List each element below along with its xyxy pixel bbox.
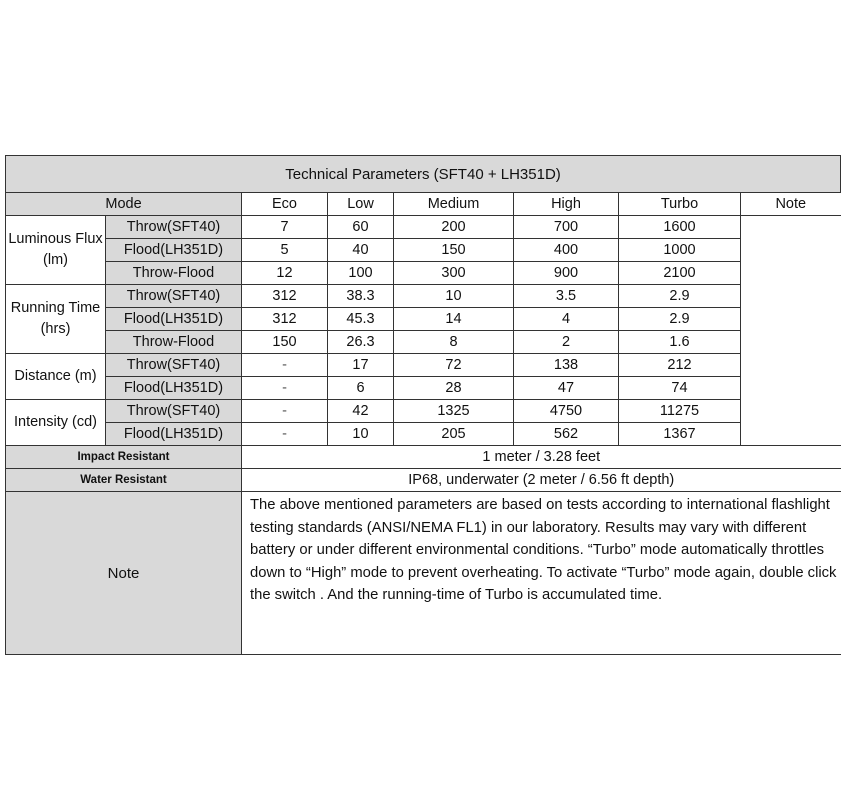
cell-low: 60 [328,216,394,239]
row-label: Flood(LH351D) [106,239,242,262]
cell-high: 700 [514,216,619,239]
row-label: Flood(LH351D) [106,308,242,331]
cell-medium: 300 [394,262,514,285]
cell-low: 26.3 [328,331,394,354]
row-label: Throw-Flood [106,262,242,285]
note-column-blank [741,216,841,446]
header-medium: Medium [394,193,514,216]
cell-turbo: 1.6 [619,331,741,354]
table-row [6,216,841,239]
table-row [6,308,841,331]
table-row [6,239,841,262]
table-row [6,446,841,469]
impact-resistant-label: Impact Resistant [6,446,242,469]
cell-low: 42 [328,400,394,423]
cell-low: 6 [328,377,394,400]
cell-medium: 150 [394,239,514,262]
cell-medium: 205 [394,423,514,446]
cell-low: 17 [328,354,394,377]
cell-high: 3.5 [514,285,619,308]
water-resistant-value: IP68, underwater (2 meter / 6.56 ft depth) [242,469,841,492]
table-row [6,285,841,308]
header-low: Low [328,193,394,216]
row-label: Throw(SFT40) [106,354,242,377]
row-label: Flood(LH351D) [106,423,242,446]
cell-high: 400 [514,239,619,262]
cell-eco: 150 [242,331,328,354]
cell-medium: 14 [394,308,514,331]
cell-eco: 12 [242,262,328,285]
table-title: Technical Parameters (SFT40 + LH351D) [6,156,841,193]
cell-eco: 312 [242,308,328,331]
cell-medium: 28 [394,377,514,400]
cell-medium: 72 [394,354,514,377]
cell-turbo: 1600 [619,216,741,239]
cell-turbo: 2.9 [619,285,741,308]
cell-medium: 10 [394,285,514,308]
water-resistant-label: Water Resistant [6,469,242,492]
cell-medium: 8 [394,331,514,354]
cell-eco: - [242,354,328,377]
cell-high: 2 [514,331,619,354]
cell-high: 4750 [514,400,619,423]
cell-high: 562 [514,423,619,446]
cell-low: 38.3 [328,285,394,308]
cell-low: 10 [328,423,394,446]
table-row [6,400,841,423]
impact-resistant-value: 1 meter / 3.28 feet [242,446,841,469]
header-high: High [514,193,619,216]
cell-turbo: 74 [619,377,741,400]
cell-eco: - [242,423,328,446]
cell-medium: 1325 [394,400,514,423]
cell-turbo: 1367 [619,423,741,446]
cell-turbo: 212 [619,354,741,377]
header-mode: Mode [6,193,242,216]
table-row [6,331,841,354]
cell-low: 100 [328,262,394,285]
row-label: Throw(SFT40) [106,216,242,239]
table-row [6,354,841,377]
note-label: Note [6,492,242,655]
cell-turbo: 1000 [619,239,741,262]
group-luminous-flux: Luminous Flux (lm) [6,216,106,285]
header-note: Note [741,193,841,216]
cell-turbo: 2100 [619,262,741,285]
cell-high: 4 [514,308,619,331]
cell-medium: 200 [394,216,514,239]
cell-low: 45.3 [328,308,394,331]
note-text: The above mentioned parameters are based on tests according to international flashlight testing standards (ANSI/NEMA FL1) in our laboratory. Results may vary with different battery or under different environmental conditions. “Turbo” mode automatically throttles down to “High” mode to prevent overheating. To activate “Turbo” mode again, double click the switch . And the running-time of Turbo is accumulated time. [242,492,841,655]
cell-high: 900 [514,262,619,285]
cell-turbo: 2.9 [619,308,741,331]
cell-turbo: 11275 [619,400,741,423]
cell-eco: - [242,400,328,423]
row-label: Throw(SFT40) [106,285,242,308]
cell-low: 40 [328,239,394,262]
header-turbo: Turbo [619,193,741,216]
row-label: Throw(SFT40) [106,400,242,423]
table-row [6,377,841,400]
cell-high: 138 [514,354,619,377]
row-label: Flood(LH351D) [106,377,242,400]
cell-eco: 5 [242,239,328,262]
cell-eco: 312 [242,285,328,308]
table-row [6,469,841,492]
group-running-time: Running Time (hrs) [6,285,106,354]
row-label: Throw-Flood [106,331,242,354]
header-eco: Eco [242,193,328,216]
table-row [6,262,841,285]
cell-eco: 7 [242,216,328,239]
group-intensity: Intensity (cd) [6,400,106,446]
table-row [6,492,841,655]
cell-eco: - [242,377,328,400]
group-distance: Distance (m) [6,354,106,400]
technical-parameters-table [5,155,841,655]
table-row [6,423,841,446]
cell-high: 47 [514,377,619,400]
